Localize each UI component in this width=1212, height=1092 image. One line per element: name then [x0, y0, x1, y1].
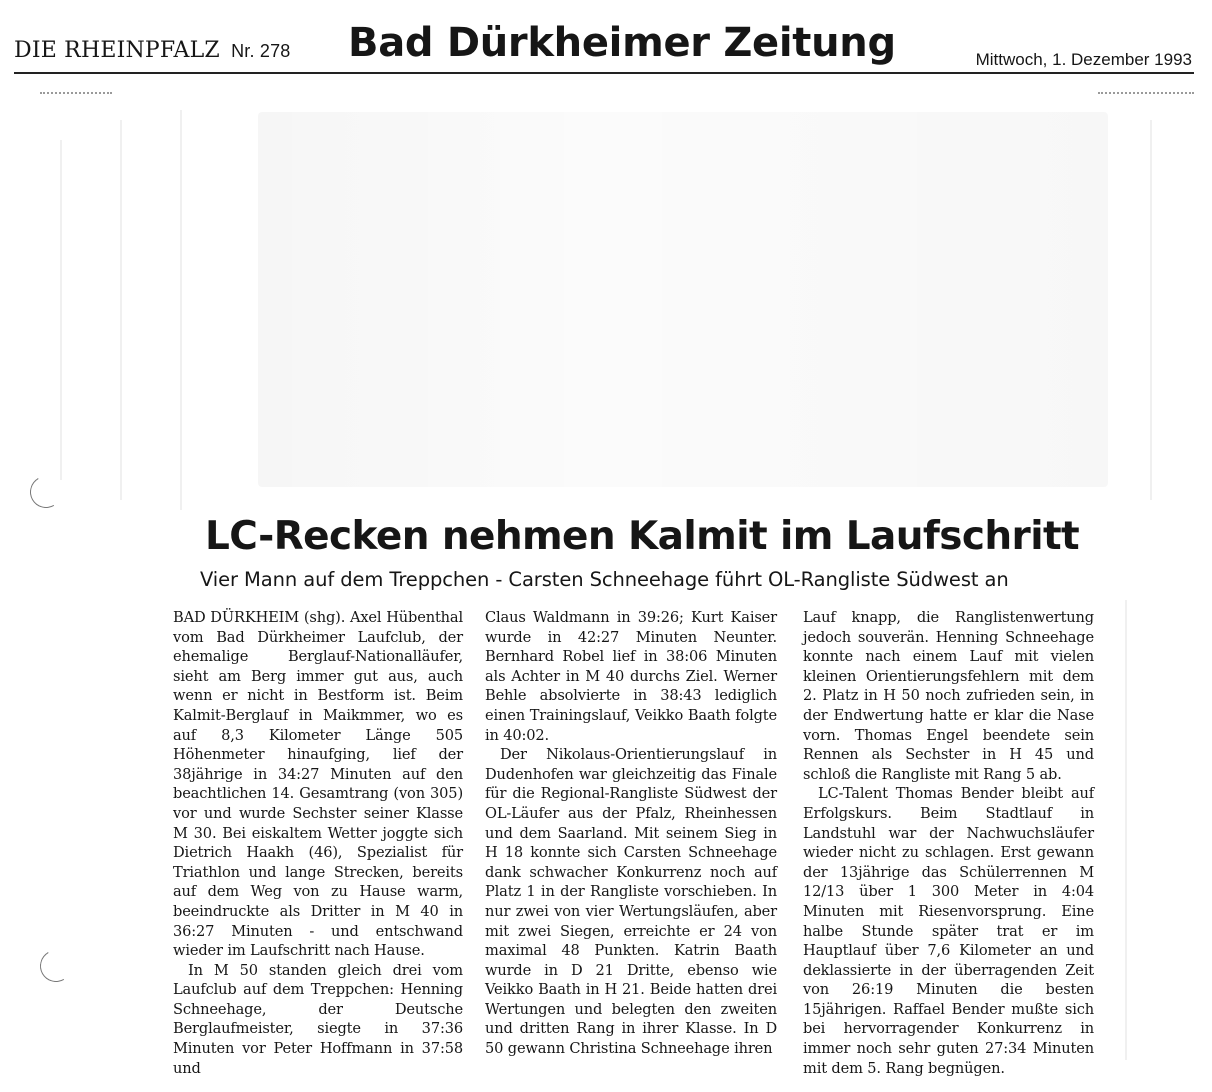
paper-name: DIE RHEINPFALZ	[14, 38, 220, 63]
article-column-2	[485, 608, 777, 1059]
masthead	[0, 0, 1212, 80]
paragraph: BAD DÜRKHEIM (shg). Axel Hübenthal vom Bad Dürkheimer Laufclub, der ehemalige Berglauf-Nationalläufer, sieht am Berg immer gut aus, auch wenn er nicht in Bestform ist. Beim Kalmit-Berglauf in Maikmmer, wo es auf 8,3 Kilometer Länge 505 Höhenmeter hinaufging, lief der 38jährige in 34:27 Minuten auf den beachtlichen 14. Gesamtrang (von 305) vor und wurde Sechster seiner Klasse M 30. Bei eiskaltem Wetter joggte sich Dietrich Haakh (46), Spezialist für Triathlon und lange Strecken, bereits auf dem Weg von zu Hause warm, beeindruckte als Dritter in M 40 in 36:27 Minuten - und entschwand wieder im Laufschritt nach Hause.	[173, 609, 463, 960]
bleed-through-mark	[1150, 120, 1152, 500]
bleed-through-mark	[180, 110, 182, 510]
bleed-through-area	[258, 112, 1108, 487]
article-headline: LC-Recken nehmen Kalmit im Laufschritt	[205, 514, 1080, 559]
masthead-rule	[14, 72, 1194, 74]
paragraph: Claus Waldmann in 39:26; Kurt Kaiser wurde in 42:27 Minuten Neunter. Bernhard Robel lief in 38:06 Minuten als Achter in M 40 durchs Ziel. Werner Behle absolvierte in 38:43 lediglich einen Trainingslauf, Veikko Baath folgte in 40:02.	[485, 609, 777, 744]
dotted-divider	[1098, 92, 1194, 96]
edition-title: Bad Dürkheimer Zeitung	[348, 20, 896, 66]
issue-number: Nr. 278	[231, 41, 291, 61]
bleed-through-mark	[1125, 600, 1127, 1060]
punch-hole-mark	[36, 946, 75, 985]
article-column-1	[173, 608, 463, 1078]
paper-name-line	[14, 38, 291, 63]
paragraph: LC-Talent Thomas Bender bleibt auf Erfolgskurs. Beim Stadtlauf in Landstuhl war der Nachwuchsläufer wieder nicht zu schlagen. Erst gewann der 13jährige das Schülerrennen M 12/13 über 1 300 Meter in 4:04 Minuten mit Riesenvorsprung. Eine halbe Stunde später trat er im Hauptlauf über 7,6 Kilometer an und deklassierte in der überragenden Zeit von 26:19 Minuten die besten 15jährigen. Raffael Bender mußte sich bei hervorragender Konkurrenz in immer noch sehr guten 27:34 Minuten mit dem 5. Rang begnügen.	[803, 785, 1094, 1077]
bleed-through-mark	[60, 140, 62, 480]
article-subheadline: Vier Mann auf dem Treppchen - Carsten Schneehage führt OL-Rangliste Südwest an	[200, 568, 1009, 591]
dotted-divider	[40, 92, 112, 96]
paragraph: Lauf knapp, die Ranglistenwertung jedoch souverän. Henning Schneehage konnte nach einem Lauf mit vielen kleinen Orientierungsfehlern mit dem 2. Platz in H 50 noch zufrieden sein, in der Endwertung hatte er klar die Nase vorn. Thomas Engel beendete sein Rennen als Sechster in H 45 und schloß die Rangliste mit Rang 5 ab.	[803, 609, 1094, 783]
article-column-3	[803, 608, 1094, 1078]
bleed-through-mark	[120, 120, 122, 500]
paragraph: Der Nikolaus-Orientierungslauf in Dudenhofen war gleichzeitig das Finale für die Regional-Rangliste Südwest der OL-Läufer aus der Pfalz, Rheinhessen und dem Saarland. Mit seinem Sieg in H 18 konnte sich Carsten Schneehage dank schwacher Konkurrenz noch auf Platz 1 in der Rangliste vorschieben. In nur zwei von vier Wertungsläufen, aber mit zwei Siegen, erreichte er 24 von maximal 48 Punkten. Katrin Baath wurde in D 21 Dritte, ebenso wie Veikko Baath in H 21. Beide hatten drei Wertungen und belegten den zweiten und dritten Rang in ihrer Klasse. In D 50 gewann Christina Schneehage ihren	[485, 746, 777, 1058]
issue-date: Mittwoch, 1. Dezember 1993	[975, 50, 1192, 69]
paragraph: In M 50 standen gleich drei vom Laufclub auf dem Treppchen: Henning Schneehage, der Deutsche Berglaufmeister, siegte in 37:36 Minuten vor Peter Hoffmann in 37:58 und	[173, 961, 463, 1077]
